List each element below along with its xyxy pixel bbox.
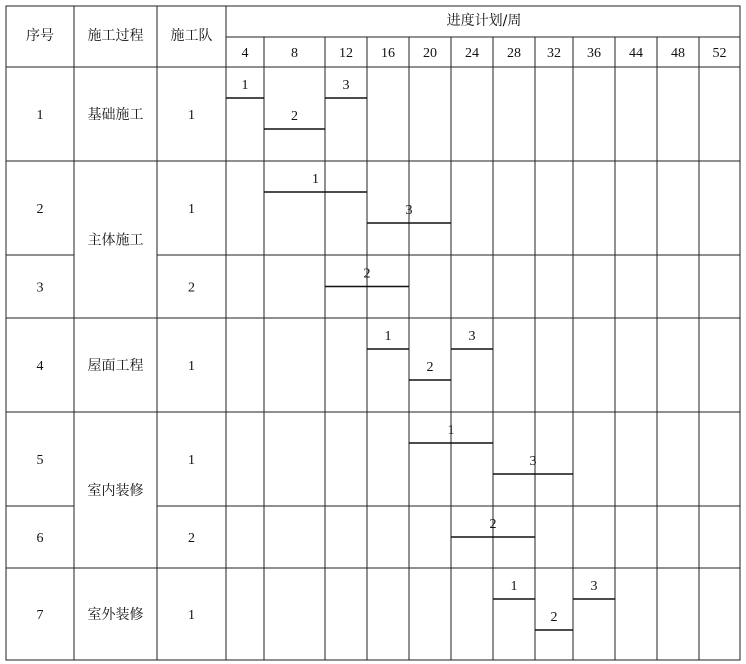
week-label: 4 bbox=[241, 46, 249, 61]
week-label: 48 bbox=[671, 46, 685, 61]
row-seq: 3 bbox=[36, 280, 44, 296]
segment-label: 1 bbox=[241, 78, 249, 93]
segment-label: 1 bbox=[510, 579, 518, 594]
week-label: 28 bbox=[507, 46, 521, 61]
row-seq: 7 bbox=[36, 608, 44, 623]
week-header-row bbox=[242, 46, 727, 61]
segment-label: 2 bbox=[291, 109, 298, 124]
table-border bbox=[6, 6, 740, 660]
row-team: 1 bbox=[188, 359, 195, 374]
row-team: 1 bbox=[188, 453, 195, 468]
segment-label: 3 bbox=[405, 203, 413, 218]
row-team: 2 bbox=[188, 280, 195, 296]
week-label: 52 bbox=[712, 46, 727, 61]
table-body bbox=[37, 106, 196, 623]
week-label: 36 bbox=[587, 46, 601, 61]
row-seq: 5 bbox=[36, 453, 44, 468]
row-seq: 2 bbox=[36, 202, 44, 217]
segment-label: 1 bbox=[447, 423, 455, 438]
process-name: 主体施工 bbox=[87, 232, 144, 249]
process-name: 屋面工程 bbox=[87, 358, 144, 374]
segment-label: 3 bbox=[529, 454, 537, 469]
segment-label: 3 bbox=[468, 329, 476, 344]
row-seq: 4 bbox=[36, 359, 44, 374]
process-name: 基础施工 bbox=[87, 107, 144, 123]
process-name: 室外装修 bbox=[87, 607, 144, 623]
week-label: 32 bbox=[547, 46, 561, 61]
segment-label: 3 bbox=[590, 579, 598, 594]
header-seq: 序号 bbox=[26, 28, 54, 44]
week-label: 44 bbox=[629, 46, 643, 61]
row-seq: 1 bbox=[36, 108, 44, 123]
week-label: 8 bbox=[291, 46, 298, 61]
header-team: 施工队 bbox=[170, 28, 213, 44]
row-team: 2 bbox=[188, 531, 195, 546]
segment-label: 2 bbox=[489, 517, 497, 532]
segment-label: 2 bbox=[363, 266, 371, 282]
header-process: 施工过程 bbox=[87, 28, 144, 44]
row-seq: 6 bbox=[36, 531, 44, 546]
segment-label: 2 bbox=[550, 610, 558, 625]
segment-label: 1 bbox=[384, 329, 392, 344]
row-team: 1 bbox=[188, 108, 195, 123]
week-label: 20 bbox=[423, 46, 437, 61]
week-label: 12 bbox=[339, 46, 353, 61]
week-label: 24 bbox=[465, 46, 479, 61]
segment-label: 1 bbox=[312, 172, 319, 187]
week-label: 16 bbox=[381, 46, 395, 61]
segment-label: 3 bbox=[342, 78, 350, 93]
row-team: 1 bbox=[188, 608, 195, 623]
row-team: 1 bbox=[188, 202, 195, 217]
header-progress: 进度计划/周 bbox=[446, 13, 522, 29]
process-name: 室内装修 bbox=[87, 483, 144, 499]
segment-label: 2 bbox=[426, 360, 434, 375]
table-grid bbox=[6, 6, 740, 660]
table-header bbox=[26, 12, 521, 44]
